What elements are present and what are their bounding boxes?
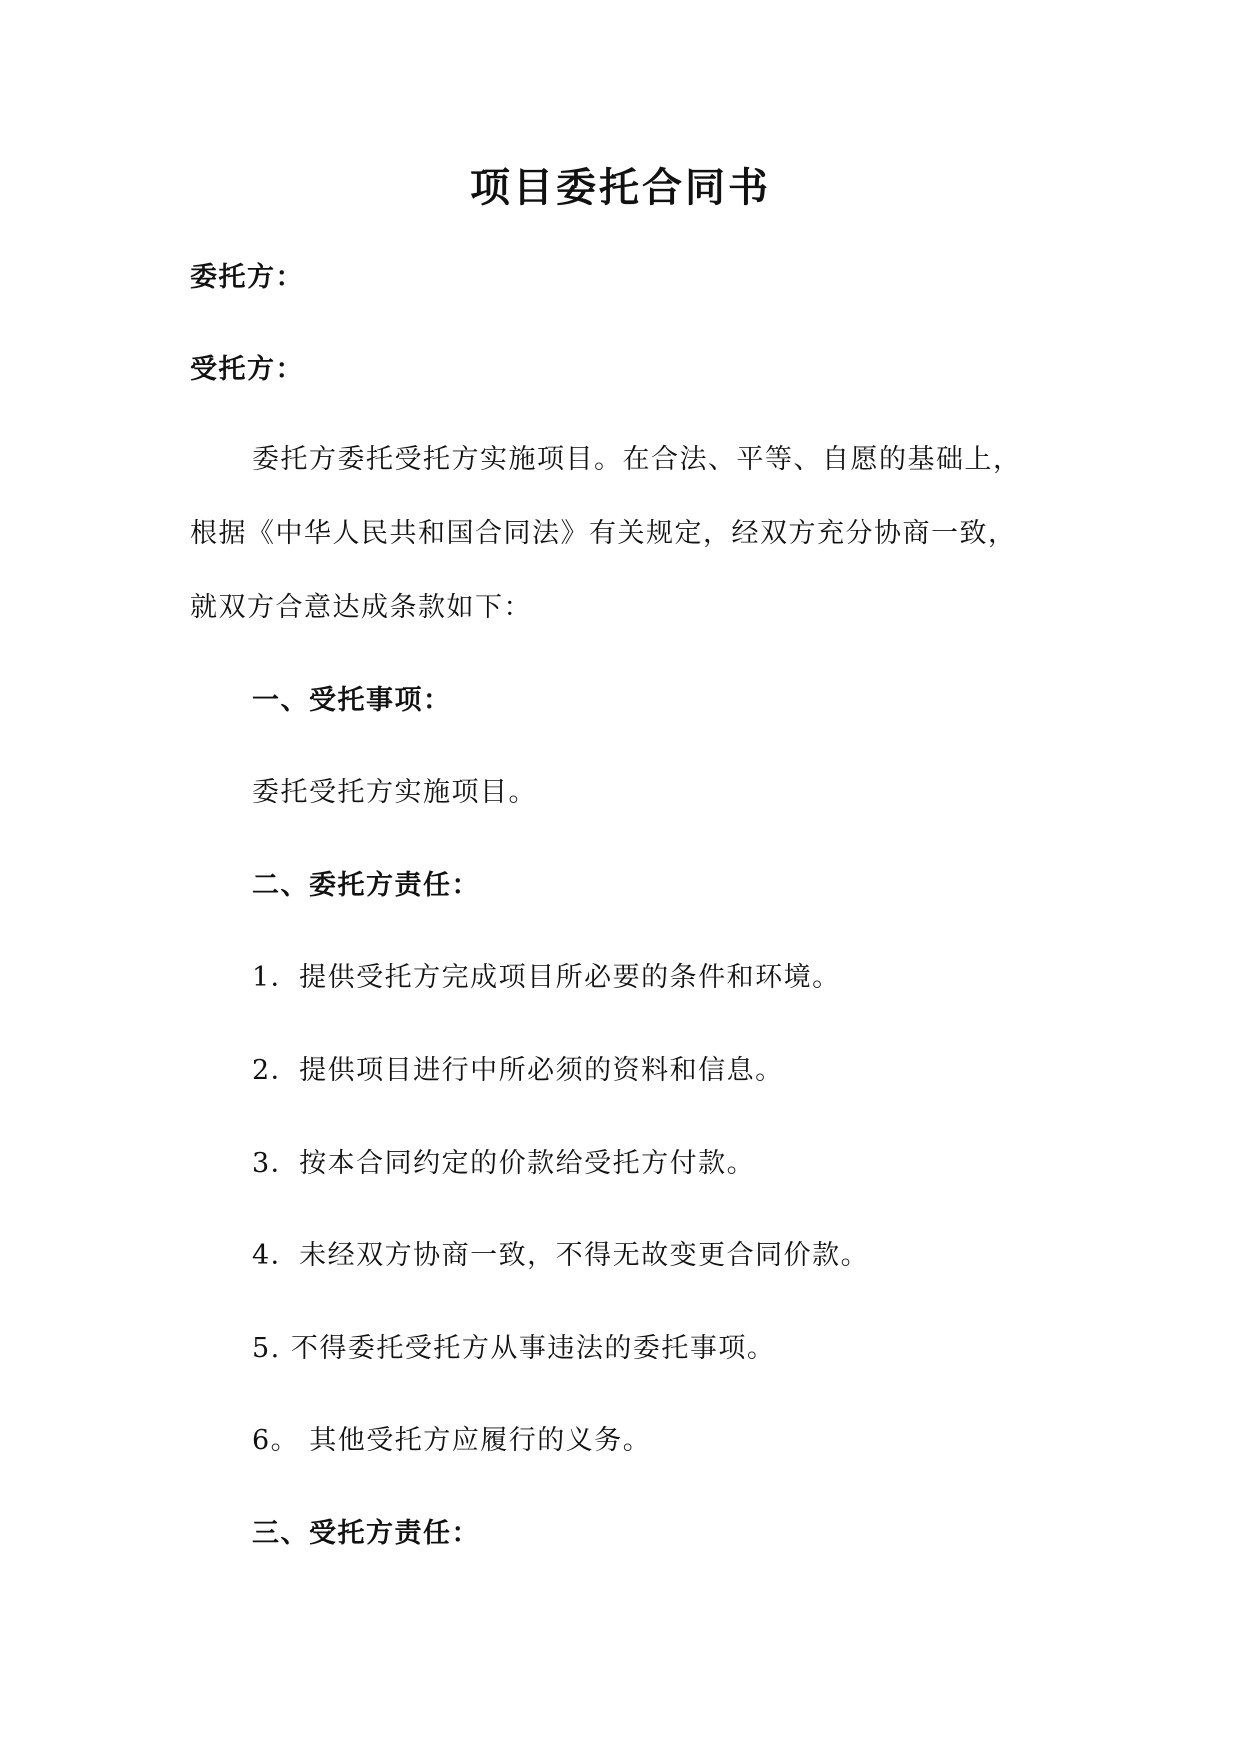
section-2-item-3: 3．按本合同约定的价款给受托方付款。 bbox=[252, 1148, 756, 1179]
preamble-line-1: 委托方委托受托方实施项目。在合法、平等、自愿的基础上， bbox=[252, 444, 1022, 475]
section-2-item-1: 1．提供受托方完成项目所必要的条件和环境。 bbox=[252, 962, 841, 993]
section-2-item-2: 2．提供项目进行中所必须的资料和信息。 bbox=[252, 1055, 784, 1086]
section-2-item-6: 6。 其他受托方应履行的义务。 bbox=[252, 1425, 652, 1456]
agent-label: 受托方： bbox=[190, 354, 304, 385]
section-1-heading: 一、受托事项： bbox=[252, 685, 452, 716]
preamble-line-2: 根据《中华人民共和国合同法》有关规定，经双方充分协商一致， bbox=[190, 518, 1017, 549]
principal-label: 委托方： bbox=[190, 262, 304, 293]
document-title: 项目委托合同书 bbox=[470, 165, 771, 211]
section-2-item-4: 4．未经双方协商一致，不得无故变更合同价款。 bbox=[252, 1240, 870, 1271]
section-1-body: 委托受托方实施项目。 bbox=[252, 777, 537, 808]
section-3-heading: 三、受托方责任： bbox=[252, 1518, 480, 1549]
preamble-line-3: 就双方合意达成条款如下： bbox=[190, 592, 532, 623]
section-2-heading: 二、委托方责任： bbox=[252, 870, 480, 901]
section-2-item-5: 5. 不得委托受托方从事违法的委托事项。 bbox=[252, 1333, 776, 1364]
